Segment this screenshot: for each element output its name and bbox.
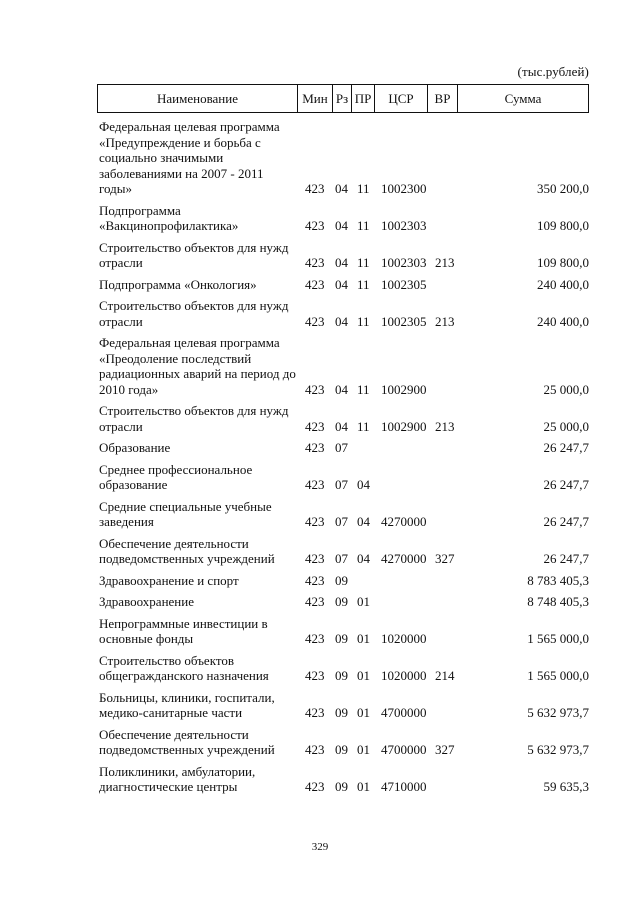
table-row xyxy=(97,764,592,795)
row-rz: 04 xyxy=(335,276,348,292)
header-rz: Рз xyxy=(333,85,352,112)
row-rz: 09 xyxy=(335,668,348,683)
row-min: 423 xyxy=(305,551,325,566)
row-csr: 4700000 xyxy=(381,705,427,720)
row-pr: 11 xyxy=(357,218,370,233)
row-sum: 1 565 000,0 xyxy=(527,631,589,646)
row-min: 423 xyxy=(305,218,325,233)
table-row xyxy=(97,653,592,684)
row-csr: 4700000 xyxy=(381,742,427,757)
row-rz: 09 xyxy=(335,631,348,646)
row-name: Федеральная целевая программа «Преодоление последствий радиационных аварий на период до 2010 года» xyxy=(99,335,296,397)
row-name: Поликлиники, амбулатории, диагностические центры xyxy=(99,763,256,794)
row-rz: 04 xyxy=(335,313,348,329)
row-pr: 01 xyxy=(357,705,370,720)
row-name: Федеральная целевая программа «Предупреждение и борьба с социально значимыми заболеваниями на 2007 - 2011 годы» xyxy=(99,119,280,196)
row-name: Средние специальные учебные заведения xyxy=(99,498,272,529)
row-sum: 26 247,7 xyxy=(543,551,589,566)
row-pr: 11 xyxy=(357,418,370,434)
header-sum: Сумма xyxy=(504,90,542,106)
row-rz: 04 xyxy=(335,418,348,434)
units-label: (тыс.рублей) xyxy=(517,64,589,79)
row-sum: 5 632 973,7 xyxy=(527,742,589,757)
row-name: Строительство объектов для нужд отрасли xyxy=(99,239,289,270)
row-min: 423 xyxy=(305,181,325,196)
row-name: Строительство объектов для нужд отрасли xyxy=(99,298,289,329)
row-sum: 26 247,7 xyxy=(543,514,589,529)
row-name: Непрограммные инвестиции в основные фонды xyxy=(99,615,268,646)
table-row xyxy=(97,277,592,293)
row-sum: 26 247,7 xyxy=(543,477,589,492)
header-min: Мин xyxy=(298,85,333,112)
row-pr: 01 xyxy=(357,631,370,646)
header-csr: ЦСР xyxy=(375,85,428,112)
table-row xyxy=(97,536,592,567)
row-min: 423 xyxy=(305,514,325,529)
row-rz: 07 xyxy=(335,477,348,492)
row-rz: 09 xyxy=(335,705,348,720)
table-body xyxy=(97,119,592,801)
row-name: Обеспечение деятельности подведомственных учреждений xyxy=(99,726,275,757)
row-min: 423 xyxy=(305,477,325,492)
row-sum: 25 000,0 xyxy=(543,418,589,434)
row-pr: 11 xyxy=(357,255,370,270)
row-csr: 1002900 xyxy=(381,381,427,397)
row-pr: 11 xyxy=(357,381,370,397)
row-sum: 109 800,0 xyxy=(537,218,589,233)
row-min: 423 xyxy=(305,381,325,397)
row-sum: 5 632 973,7 xyxy=(527,705,589,720)
row-min: 423 xyxy=(305,440,325,455)
row-sum: 26 247,7 xyxy=(543,440,589,455)
row-sum: 109 800,0 xyxy=(537,255,589,270)
row-sum: 8 783 405,3 xyxy=(527,572,589,588)
row-rz: 09 xyxy=(335,742,348,757)
row-name: Больницы, клиники, госпитали, медико-санитарные части xyxy=(99,689,275,720)
row-vr: 327 xyxy=(435,551,455,566)
row-name: Здравоохранение xyxy=(99,594,194,609)
row-vr: 213 xyxy=(435,255,455,270)
row-min: 423 xyxy=(305,594,325,609)
row-csr: 1020000 xyxy=(381,631,427,646)
row-name: Среднее профессиональное образование xyxy=(99,461,253,492)
row-rz: 04 xyxy=(335,255,348,270)
row-csr: 1002303 xyxy=(381,255,427,270)
row-rz: 04 xyxy=(335,218,348,233)
row-min: 423 xyxy=(305,276,325,292)
row-name: Образование xyxy=(99,440,171,455)
row-pr: 01 xyxy=(357,594,370,609)
row-csr: 4270000 xyxy=(381,551,427,566)
row-csr: 4710000 xyxy=(381,779,427,794)
row-csr: 1002305 xyxy=(381,276,427,292)
table-row xyxy=(97,727,592,758)
row-rz: 07 xyxy=(335,551,348,566)
row-vr: 213 xyxy=(435,418,455,434)
row-rz: 04 xyxy=(335,381,348,397)
row-min: 423 xyxy=(305,572,325,588)
row-rz: 07 xyxy=(335,440,348,455)
table-row xyxy=(97,690,592,721)
row-name: Подпрограмма «Вакцинопрофилактика» xyxy=(99,202,239,233)
row-min: 423 xyxy=(305,705,325,720)
table-row xyxy=(97,298,592,329)
row-min: 423 xyxy=(305,255,325,270)
row-pr: 11 xyxy=(357,181,370,196)
row-min: 423 xyxy=(305,779,325,794)
row-min: 423 xyxy=(305,742,325,757)
row-sum: 8 748 405,3 xyxy=(527,594,589,609)
table-row xyxy=(97,335,592,397)
row-csr: 1002303 xyxy=(381,218,427,233)
row-pr: 01 xyxy=(357,742,370,757)
row-sum: 240 400,0 xyxy=(537,276,589,292)
table-row xyxy=(97,499,592,530)
row-rz: 09 xyxy=(335,779,348,794)
row-csr: 4270000 xyxy=(381,514,427,529)
row-rz: 04 xyxy=(335,181,348,196)
row-rz: 07 xyxy=(335,514,348,529)
row-pr: 11 xyxy=(357,313,370,329)
row-name: Подпрограмма «Онкология» xyxy=(99,276,257,292)
table-header xyxy=(97,84,589,113)
table-row xyxy=(97,403,592,434)
row-min: 423 xyxy=(305,313,325,329)
header-vr: ВР xyxy=(428,85,458,112)
row-pr: 04 xyxy=(357,477,370,492)
table-row xyxy=(97,203,592,234)
row-csr: 1020000 xyxy=(381,668,427,683)
row-min: 423 xyxy=(305,418,325,434)
row-csr: 1002900 xyxy=(381,418,427,434)
page-number: 329 xyxy=(311,841,329,853)
header-pr: ПР xyxy=(352,85,375,112)
table-row xyxy=(97,616,592,647)
row-vr: 214 xyxy=(435,668,455,683)
table-row xyxy=(97,594,592,610)
row-pr: 01 xyxy=(357,668,370,683)
row-sum: 240 400,0 xyxy=(537,313,589,329)
header-name: Наименование xyxy=(98,85,298,112)
row-vr: 213 xyxy=(435,313,455,329)
table-row xyxy=(97,119,592,197)
row-csr: 1002305 xyxy=(381,313,427,329)
table-row xyxy=(97,440,592,456)
row-name: Строительство объектов для нужд отрасли xyxy=(99,403,289,434)
row-csr: 1002300 xyxy=(381,181,427,196)
row-rz: 09 xyxy=(335,594,348,609)
row-sum: 350 200,0 xyxy=(537,181,589,196)
row-name: Обеспечение деятельности подведомственных учреждений xyxy=(99,535,275,566)
table-row xyxy=(97,240,592,271)
table-row xyxy=(97,573,592,589)
row-min: 423 xyxy=(305,631,325,646)
row-rz: 09 xyxy=(335,572,348,588)
row-name: Строительство объектов общегражданского назначения xyxy=(99,652,269,683)
row-sum: 59 635,3 xyxy=(543,779,589,794)
row-pr: 11 xyxy=(357,276,370,292)
row-sum: 1 565 000,0 xyxy=(527,668,589,683)
row-min: 423 xyxy=(305,668,325,683)
row-pr: 04 xyxy=(357,514,370,529)
row-vr: 327 xyxy=(435,742,455,757)
row-name: Здравоохранение и спорт xyxy=(99,572,239,588)
table-row xyxy=(97,462,592,493)
row-pr: 04 xyxy=(357,551,370,566)
row-sum: 25 000,0 xyxy=(543,381,589,397)
row-pr: 01 xyxy=(357,779,370,794)
